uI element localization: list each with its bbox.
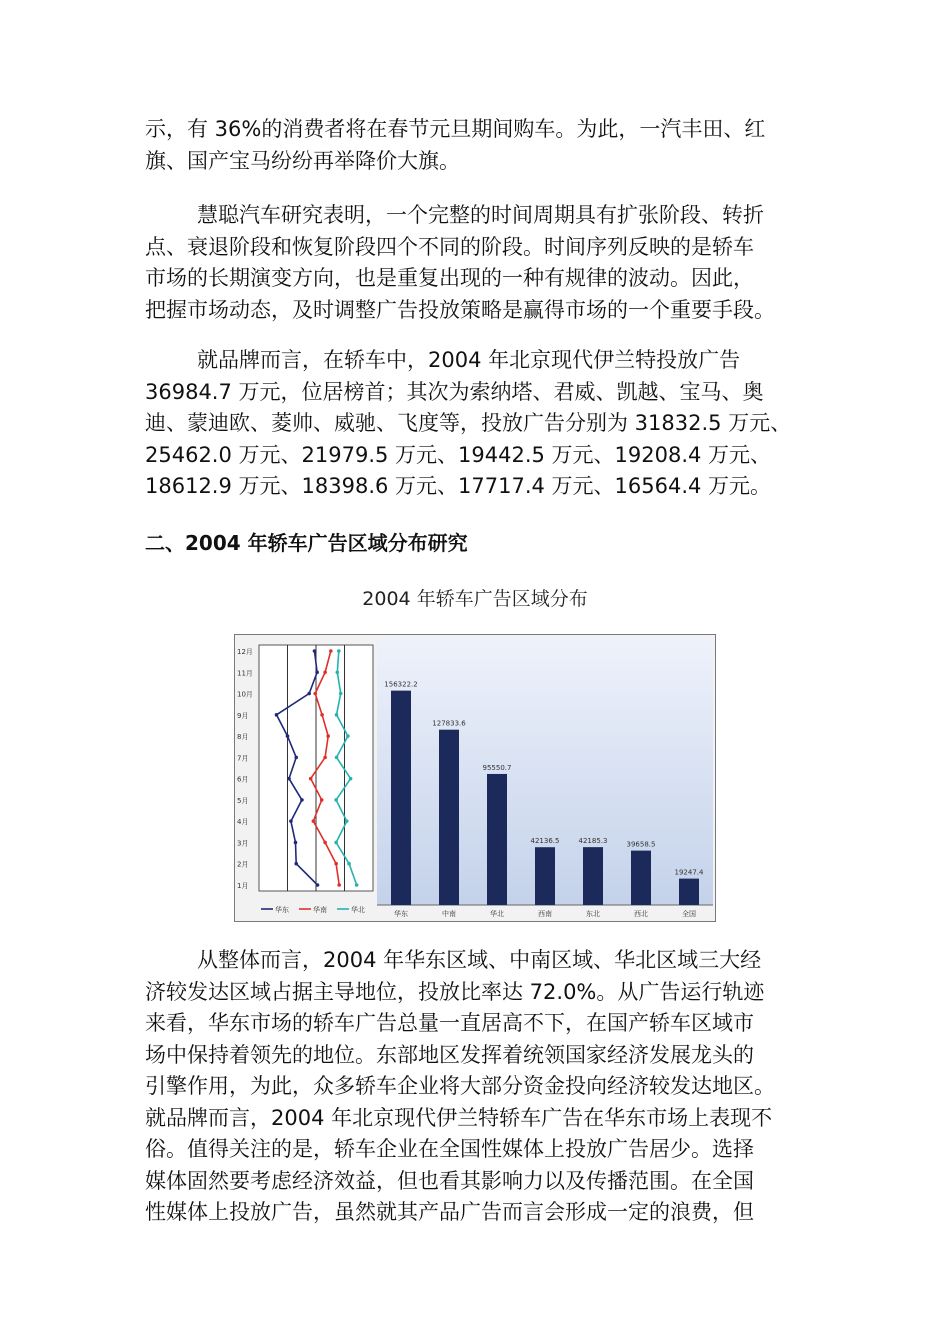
bar-value-label: 42185.3 bbox=[578, 837, 608, 846]
series-point bbox=[320, 798, 324, 802]
paragraph-line: 俗。值得关注的是，轿车企业在全国性媒体上投放广告居少。选择 bbox=[145, 1137, 754, 1161]
bar bbox=[487, 774, 507, 905]
bar-value-label: 42136.5 bbox=[530, 837, 560, 846]
series-point bbox=[315, 670, 319, 674]
series-point bbox=[323, 841, 327, 845]
series-point bbox=[307, 692, 311, 696]
series-point bbox=[335, 670, 339, 674]
series-point bbox=[275, 713, 279, 717]
paragraph-line: 市场的长期演变方向，也是重复出现的一种有规律的波动。因此， bbox=[145, 266, 754, 290]
paragraph-line: 36984.7 万元，位居榜首；其次为索纳塔、君威、凯越、宝马、奥 bbox=[145, 379, 764, 404]
line-category-label: 10月 bbox=[237, 690, 253, 699]
bar bbox=[439, 730, 459, 905]
series-point bbox=[289, 819, 293, 823]
paragraph-line: 场中保持着领先的地位。东部地区发挥着统领国家经济发展龙头的 bbox=[145, 1042, 754, 1067]
bar bbox=[391, 691, 411, 905]
bar bbox=[583, 847, 603, 905]
paragraph-line: 济较发达区域占据主导地位，投放比率达 72.0%。从广告运行轨迹 bbox=[145, 979, 765, 1004]
section-heading: 二、2004 年轿车广告区域分布研究 bbox=[145, 531, 468, 555]
bar bbox=[631, 851, 651, 905]
bar-value-label: 19247.4 bbox=[674, 868, 704, 877]
line-category-label: 7月 bbox=[237, 754, 249, 763]
chart-figure bbox=[234, 634, 716, 922]
legend-label: 华北 bbox=[351, 906, 365, 914]
series-point bbox=[312, 819, 316, 823]
bar-category-label: 华东 bbox=[394, 910, 408, 918]
paragraph-line: 就品牌而言，2004 年北京现代伊兰特轿车广告在华东市场上表现不 bbox=[145, 1105, 773, 1130]
series-point bbox=[335, 756, 339, 760]
legend-label: 华南 bbox=[313, 906, 327, 914]
bar-category-label: 全国 bbox=[682, 910, 696, 918]
paragraph-line: 媒体固然要考虑经济效益，但也看其影响力以及传播范围。在全国 bbox=[145, 1168, 754, 1193]
series-point bbox=[355, 883, 359, 887]
paragraph-4 bbox=[145, 945, 815, 1229]
paragraph-line: 旗、国产宝马纷纷再举降价大旗。 bbox=[145, 148, 460, 173]
bar-value-label: 156322.2 bbox=[384, 680, 418, 689]
paragraph-line: 18612.9 万元、18398.6 万元、17717.4 万元、16564.4 万元。 bbox=[145, 474, 772, 498]
series-point bbox=[326, 734, 330, 738]
series-point bbox=[294, 841, 298, 845]
series-point bbox=[334, 862, 338, 866]
paragraph-line: 来看，华东市场的轿车广告总量一直居高不下，在国产轿车区域市 bbox=[145, 1011, 754, 1035]
line-category-label: 4月 bbox=[237, 818, 249, 827]
series-point bbox=[294, 756, 298, 760]
bar-category-label: 华北 bbox=[490, 910, 504, 918]
line-category-label: 12月 bbox=[237, 648, 253, 656]
paragraph-1 bbox=[145, 114, 815, 177]
series-point bbox=[316, 883, 320, 887]
series-point bbox=[294, 862, 298, 866]
paragraph-2 bbox=[145, 200, 815, 326]
paragraph-line: 就品牌而言，在轿车中，2004 年北京现代伊兰特投放广告 bbox=[197, 348, 741, 372]
paragraph-line: 性媒体上投放广告，虽然就其产品广告而言会形成一定的浪费，但 bbox=[145, 1200, 754, 1224]
paragraph-line: 示，有 36%的消费者将在春节元旦期间购车。为此，一汽丰田、红 bbox=[145, 117, 766, 141]
bar-value-label: 39658.5 bbox=[626, 840, 656, 849]
line-category-label: 11月 bbox=[237, 669, 253, 678]
bar bbox=[535, 847, 555, 905]
series-point bbox=[313, 692, 317, 696]
bar-category-label: 西北 bbox=[634, 910, 648, 918]
series-point bbox=[337, 883, 341, 887]
series-point bbox=[313, 649, 317, 653]
series-point bbox=[323, 756, 327, 760]
bar-category-label: 中南 bbox=[442, 910, 456, 918]
series-point bbox=[309, 777, 313, 781]
series-point bbox=[287, 777, 291, 781]
bar-value-label: 127833.6 bbox=[432, 719, 466, 728]
series-point bbox=[323, 670, 327, 674]
line-category-label: 2月 bbox=[237, 860, 249, 869]
series-point bbox=[334, 841, 338, 845]
paragraph-line: 把握市场动态，及时调整广告投放策略是赢得市场的一个重要手段。 bbox=[145, 297, 775, 322]
series-point bbox=[346, 734, 350, 738]
chart-canvas bbox=[235, 635, 715, 921]
series-point bbox=[334, 798, 338, 802]
series-point bbox=[339, 692, 343, 696]
line-category-label: 8月 bbox=[237, 733, 249, 742]
paragraph-line: 从整体而言，2004 年华东区域、中南区域、华北区域三大经 bbox=[197, 948, 762, 972]
figure-caption: 2004 年轿车广告区域分布 bbox=[362, 588, 588, 610]
bar-category-label: 东北 bbox=[586, 910, 600, 918]
series-point bbox=[347, 862, 351, 866]
paragraph-line: 点、衰退阶段和恢复阶段四个不同的阶段。时间序列反映的是轿车 bbox=[145, 234, 754, 259]
series-point bbox=[300, 798, 304, 802]
series-point bbox=[329, 649, 333, 653]
line-category-label: 9月 bbox=[237, 711, 249, 720]
series-point bbox=[345, 819, 349, 823]
bar bbox=[679, 879, 699, 905]
series-point bbox=[286, 734, 290, 738]
line-category-label: 6月 bbox=[237, 775, 249, 784]
paragraph-3 bbox=[145, 345, 815, 503]
series-point bbox=[349, 777, 353, 781]
legend-label: 华东 bbox=[275, 906, 289, 914]
line-category-label: 5月 bbox=[237, 796, 249, 805]
line-category-label: 3月 bbox=[237, 839, 249, 848]
bar-value-label: 95550.7 bbox=[482, 763, 512, 772]
line-category-label: 1月 bbox=[237, 882, 249, 890]
series-point bbox=[320, 713, 324, 717]
bar-category-label: 西南 bbox=[538, 910, 552, 918]
paragraph-line: 25462.0 万元、21979.5 万元、19442.5 万元、19208.4 万元、 bbox=[145, 442, 772, 467]
series-point bbox=[335, 713, 339, 717]
series-point bbox=[337, 649, 341, 653]
paragraph-line: 慧聪汽车研究表明，一个完整的时间周期具有扩张阶段、转折 bbox=[197, 203, 764, 227]
paragraph-line: 引擎作用，为此，众多轿车企业将大部分资金投向经济较发达地区。 bbox=[145, 1074, 775, 1098]
paragraph-line: 迪、蒙迪欧、菱帅、威驰、飞度等，投放广告分别为 31832.5 万元、 bbox=[145, 411, 792, 435]
